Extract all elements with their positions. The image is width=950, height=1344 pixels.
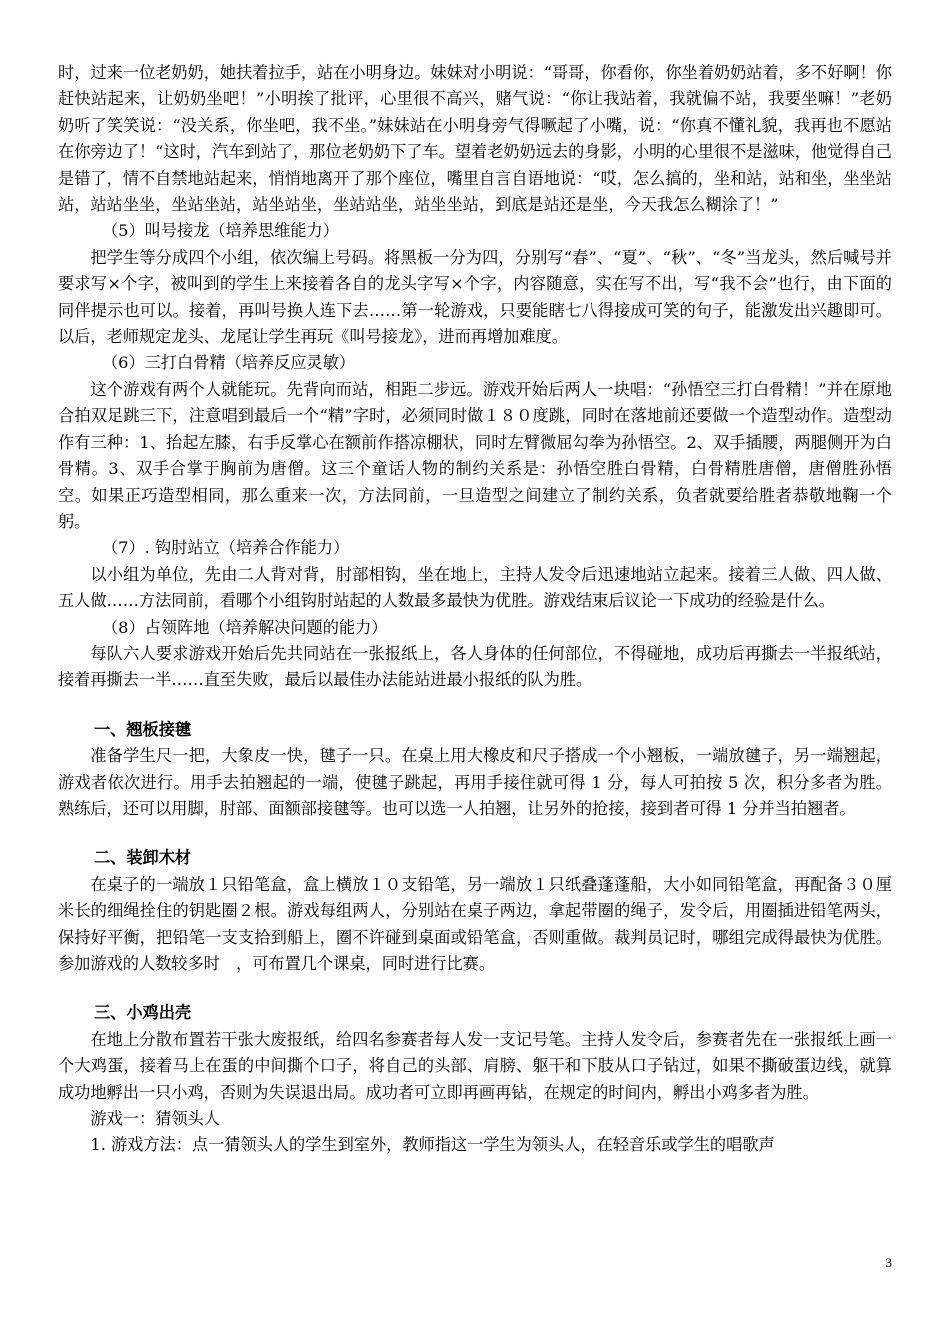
paragraph-6: 这个游戏有两个人就能玩。先背向而站，相距二步远。游戏开始后两人一块唱：“孙悟空三打白骨精！”并在原地合拍双足跳三下，注意唱到最后一个“精”字时，必须同时做１８０度跳，同时在落地前还要做一个造型动作。造型动作有三种：1、抬起左膝，右手反掌心在额前作搭凉棚状，同时左臂微屈勾拳为孙悟空。2、双手插腰，两腿侧开为白骨精。3、双手合掌于胸前为唐僧。这三个童话人物的制约关系是：孙悟空胜白骨精，白骨精胜唐僧，唐僧胜孙悟空。如果正巧造型相同，那么重来一次，方法同前，一旦造型之间建立了制约关系，负者就要给胜者恭敬地鞠一个躬。: [58, 379, 892, 531]
paragraph-5: 把学生等分成四个小组，依次编上号码。将黑板一分为四，分别写“春”、“夏”、“秋”、“冬”当龙头，然后喊号并要求写×个字，被叫到的学生上来接着各自的龙头字写×个字，内容随意，实在写不出，写“我不会”也行，由下面的同伴提示也可以。接着，再叫号换人连下去……第一轮游戏，只要能瞎七八得接成可笑的句子，能激发出兴趣即可。以后，老师规定龙头、龙尾让学生再玩《叫号接龙》，进而再增加难度。: [58, 247, 892, 347]
subsection-title-7: （7）. 钩肘站立（培养合作能力）: [102, 538, 350, 558]
section-heading-3: 三、小鸡出壳: [94, 1003, 192, 1023]
game-one-title: 游戏一：猜领头人: [90, 1109, 220, 1129]
game-one-method: 1. 游戏方法：点一猜领头人的学生到室外，教师指这一学生为领头人，在轻音乐或学生的唱歌声: [90, 1135, 775, 1155]
section-heading-1: 一、翘板接毽: [94, 719, 192, 739]
paragraph-7: 以小组为单位，先由二人背对背，肘部相钩，坐在地上，主持人发令后迅速地站立起来。接着三人做、四人做、五人做……方法同前，看哪个小组钩肘站起的人数最多最快为优胜。游戏结束后议论一下成功的经验是什么。: [58, 564, 892, 611]
paragraph-8: 每队六人要求游戏开始后先共同站在一张报纸上，各人身体的任何部位，不得碰地，成功后再撕去一半报纸站，接着再撕去一半……直至失败，最后以最佳办法能站进最小报纸的队为胜。: [58, 643, 892, 690]
subsection-title-6: （6）三打白骨精（培养反应灵敏）: [102, 353, 356, 373]
paragraph-continuation: 时，过来一位老奶奶，她扶着拉手，站在小明身边。妹妹对小明说：“哥哥，你看你，你坐着奶奶站着，多不好啊！你赶快站起来，让奶奶坐吧！”小明挨了批评，心里很不高兴，赌气说：“你让我站着，我就偏不站，我要坐嘛！”老奶奶听了笑笑说：“没关系，你坐吧，我不坐。”妹妹站在小明身旁气得噘起了小嘴，说：“你真不懂礼貌，我再也不愿站在你旁边了！“这时，汽车到站了，那位老奶奶下了车。望着老奶奶远去的身影，小明的心里很不是滋味，他觉得自己是错了，情不自禁地站起来，悄悄地离开了那个座位，嘴里自言自语地说：“哎，怎么搞的，坐和站，站和坐，坐坐站站，站站坐坐，坐站坐站，站坐站坐，坐站站坐，站坐坐站，到底是站还是坐，今天我怎么糊涂了！”: [58, 63, 892, 215]
page-number: 3: [885, 1255, 892, 1270]
subsection-title-8: （8）占领阵地（培养解决问题的能力）: [102, 617, 388, 637]
section-heading-2: 二、装卸木材: [94, 848, 192, 868]
paragraph-section-3: 在地上分散布置若干张大废报纸，给四名参赛者每人发一支记号笔。主持人发令后，参赛者先在一张报纸上画一个大鸡蛋，接着马上在蛋的中间撕个口子，将自己的头部、肩膀、躯干和下肢从口子钻过，如果不撕破蛋边线，就算成功地孵出一只小鸡，否则为失误退出局。成功者可立即再画再钻，在规定的时间内，孵出小鸡多者为胜。: [58, 1029, 892, 1102]
paragraph-section-1: 准备学生尺一把，大象皮一快，毽子一只。在桌上用大橡皮和尺子搭成一个小翘板，一端放毽子，另一端翘起，游戏者依次进行。用手去拍翘起的一端，使毽子跳起，再用手接住就可得 1 分，每人可拍按 5 次，积分多者为胜。熟练后，还可以用脚，肘部、面额部接毽等。也可以选一人拍翘，让另外的抢接，接到者可得 1 分并当拍翘者。: [58, 746, 892, 818]
paragraph-section-2: 在桌子的一端放１只铅笔盒，盒上横放１０支铅笔，另一端放１只纸叠蓬蓬船，大小如同铅笔盒，再配备３０厘米长的细绳拴住的钥匙圈２根。游戏每组两人，分别站在桌子两边，拿起带圈的绳子，发令后，用圈插进铅笔两头，保持好平衡，把铅笔一支支拾到船上，圈不许碰到桌面或铅笔盒，否则重做。裁判员记时，哪组完成得最快为优胜。参加游戏的人数较多时 ，可布置几个课桌，同时进行比赛。: [58, 874, 892, 973]
document-body: [58, 60, 892, 1159]
subsection-title-5: （5）叫号接龙（培养思维能力）: [102, 221, 339, 241]
